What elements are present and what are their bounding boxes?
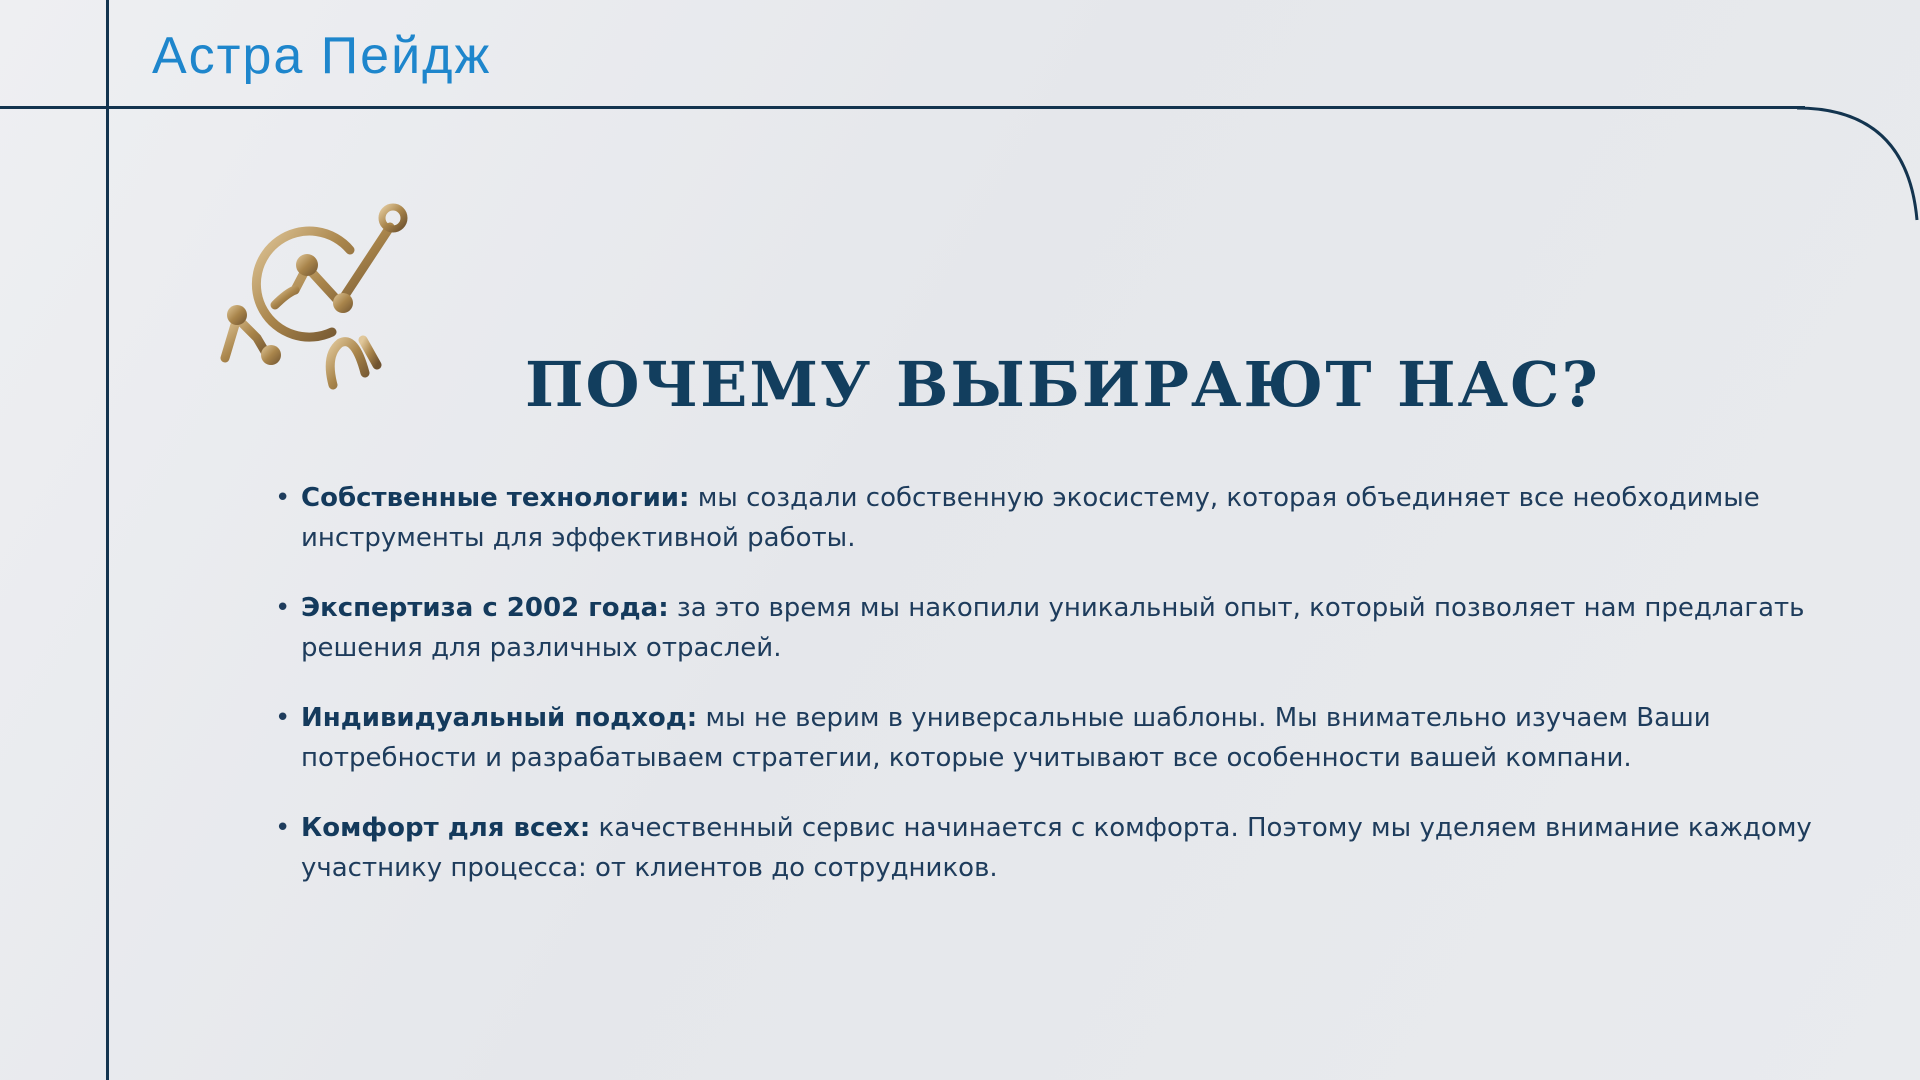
bullet-label: Комфорт для всех: xyxy=(301,813,591,843)
header-divider xyxy=(0,106,1805,109)
corner-arc xyxy=(1795,100,1920,300)
brand-logo: Астра Пейдж xyxy=(152,27,492,85)
list-item xyxy=(270,588,1815,668)
bullet-label: Собственные технологии: xyxy=(301,483,690,513)
bullet-label: Индивидуальный подход: xyxy=(301,703,698,733)
bullet-text: мы не верим в универсальные шаблоны. Мы внимательно изучаем Ваши потребности и разрабатываем стратегии, которые учитывают все особенности вашей компани. xyxy=(301,703,1711,773)
advantages-list xyxy=(270,478,1815,918)
bullet-text: качественный сервис начинается с комфорта. Поэтому мы уделяем внимание каждому участнику процесса: от клиентов до сотрудников. xyxy=(301,813,1812,883)
gold-chart-figures-icon xyxy=(215,195,425,395)
bullet-text: за это время мы накопили уникальный опыт, который позволяет нам предлагать решения для различных отраслей. xyxy=(301,593,1805,663)
bullet-dot-icon: • xyxy=(275,813,291,843)
bullet-dot-icon: • xyxy=(275,703,291,733)
list-item xyxy=(270,478,1815,558)
left-border-line xyxy=(106,0,109,1080)
bullet-dot-icon: • xyxy=(275,593,291,623)
page-title: ПОЧЕМУ ВЫБИРАЮТ НАС? xyxy=(525,348,1600,421)
bullet-dot-icon: • xyxy=(275,483,291,513)
bullet-label: Экспертиза с 2002 года: xyxy=(301,593,669,623)
list-item xyxy=(270,698,1815,778)
bullet-text: мы создали собственную экосистему, которая объединяет все необходимые инструменты для эффективной работы. xyxy=(301,483,1760,553)
list-item xyxy=(270,808,1815,888)
